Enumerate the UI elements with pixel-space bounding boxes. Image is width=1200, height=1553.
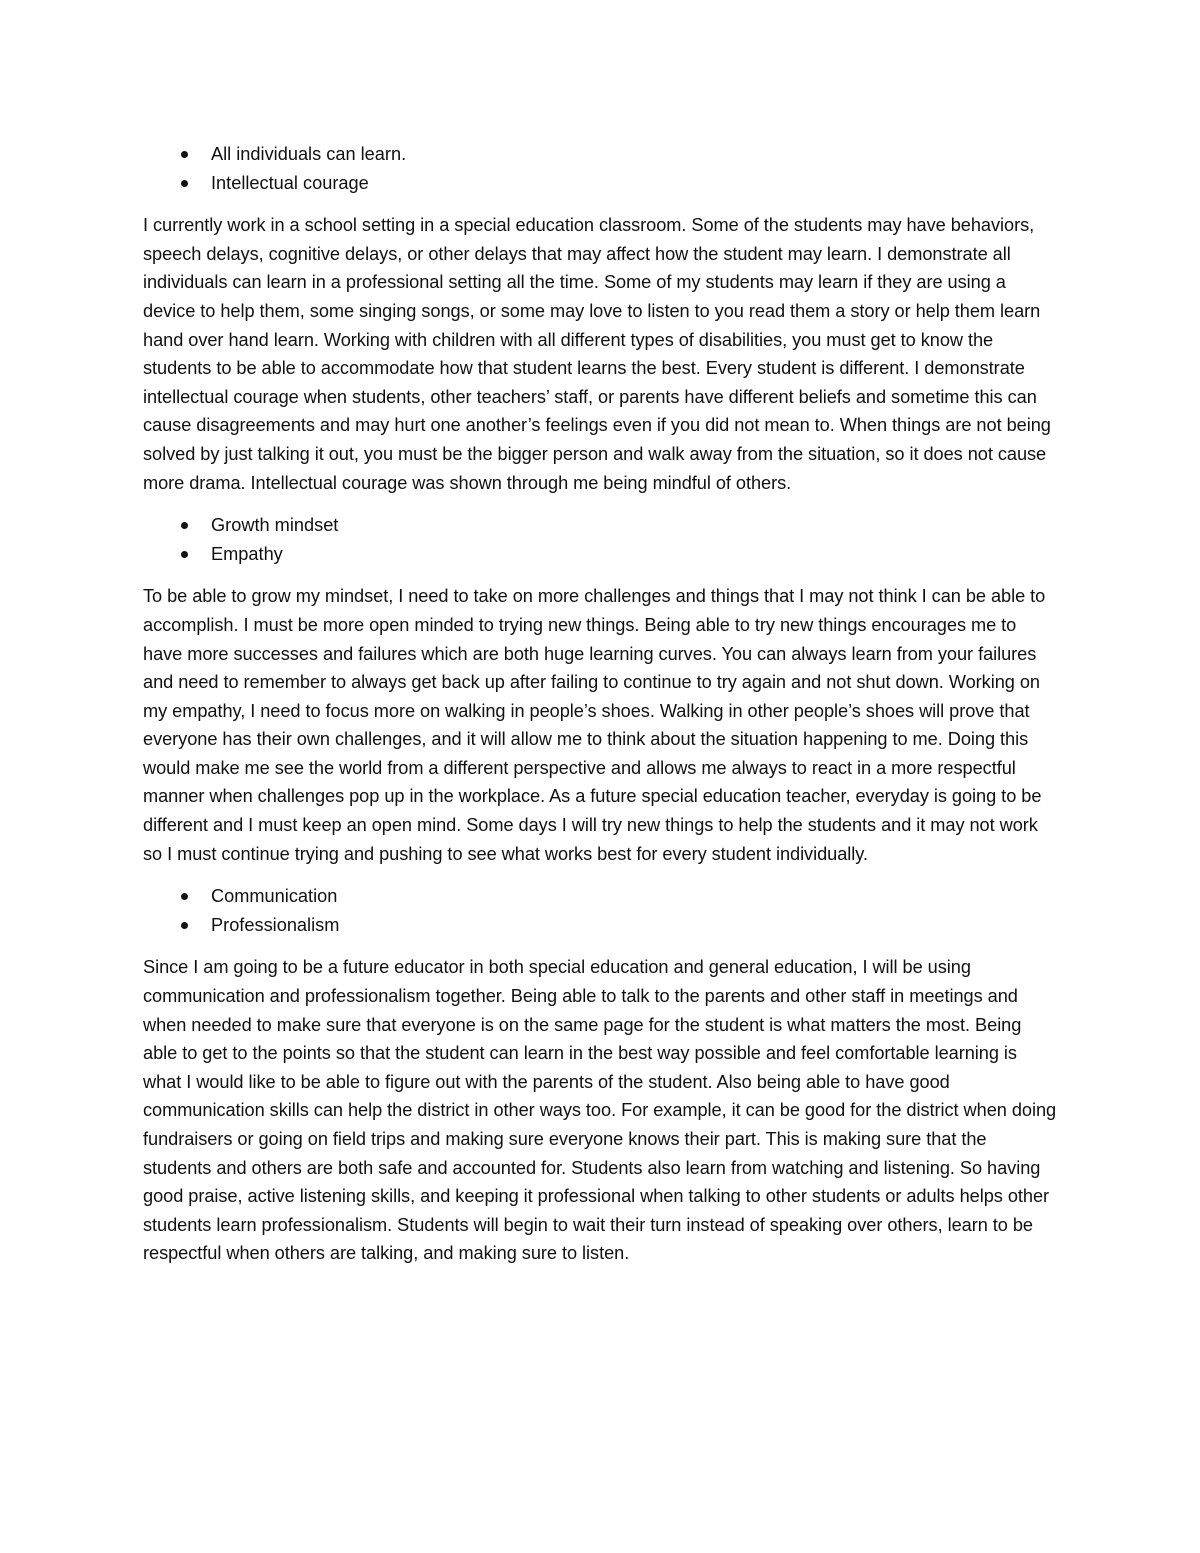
list-item [143, 140, 1058, 169]
paragraph-2: To be able to grow my mindset, I need to take on more challenges and things that I may not think I can be able to accomplish. I must be more open minded to trying new things. Being able to try new things encourages me to have more successes and failures which are both huge learning curves. You can always learn from your failures and need to remember to always get back up after failing to continue to try again and not shut down. Working on my empathy, I need to focus more on walking in people’s shoes. Walking in other people’s shoes will prove that everyone has their own challenges, and it will allow me to think about the situation happening to me. Doing this would make me see the world from a different perspective and allows me always to react in a more respectful manner when challenges pop up in the workplace. As a future special education teacher, everyday is going to be different and I must keep an open mind. Some days I will try new things to help the students and it may not work so I must continue trying and pushing to see what works best for every student individually. [143, 586, 1046, 864]
list-item [143, 882, 1058, 911]
bullet-icon [181, 151, 188, 158]
bullet-text: Empathy [211, 543, 283, 564]
bullet-text: Communication [211, 886, 338, 907]
bullet-icon [181, 893, 188, 900]
list-item [143, 540, 1058, 569]
bullet-text: Intellectual courage [211, 172, 369, 193]
bullet-text: Professionalism [211, 914, 340, 935]
list-item [143, 911, 1058, 940]
bullet-list-1 [143, 140, 1058, 197]
bullet-icon [181, 551, 188, 558]
list-item [143, 169, 1058, 198]
document-page [143, 140, 1058, 1268]
paragraph-3: Since I am going to be a future educator in both special education and general education, I will be using communication and professionalism together. Being able to talk to the parents and other staff in meetings and when needed to make sure that everyone is on the same page for the student is what matters the most. Being able to get to the points so that the student can learn in the best way possible and feel comfortable learning is what I would like to be able to figure out with the parents of the student. Also being able to have good communication skills can help the district in other ways too. For example, it can be good for the district when doing fundraisers or going on field trips and making sure everyone knows their part. This is making sure that the students and others are both safe and accounted for. Students also learn from watching and listening. So having good praise, active listening skills, and keeping it professional when talking to other students or adults helps other students learn professionalism. Students will begin to wait their turn instead of speaking over others, learn to be respectful when others are talking, and making sure to listen. [143, 957, 1057, 1264]
bullet-icon [181, 180, 188, 187]
bullet-icon [181, 522, 188, 529]
bullet-text: Growth mindset [211, 515, 339, 536]
paragraph-1: I currently work in a school setting in a special education classroom. Some of the students may have behaviors, speech delays, cognitive delays, or other delays that may affect how the student may learn. I demonstrate all individuals can learn in a professional setting all the time. Some of my students may learn if they are using a device to help them, some singing songs, or some may love to listen to you read them a story or help them learn hand over hand learn. Working with children with all different types of disabilities, you must get to know the students to be able to accommodate how that student learns the best. Every student is different. I demonstrate intellectual courage when students, other teachers’ staff, or parents have different beliefs and sometime this can cause disagreements and may hurt one another’s feelings even if you did not mean to. When things are not being solved by just talking it out, you must be the bigger person and walk away from the situation, so it does not cause more drama. Intellectual courage was shown through me being mindful of others. [143, 215, 1051, 493]
bullet-icon [181, 922, 188, 929]
list-item [143, 511, 1058, 540]
bullet-list-3 [143, 882, 1058, 939]
bullet-text: All individuals can learn. [211, 144, 407, 164]
bullet-list-2 [143, 511, 1058, 568]
